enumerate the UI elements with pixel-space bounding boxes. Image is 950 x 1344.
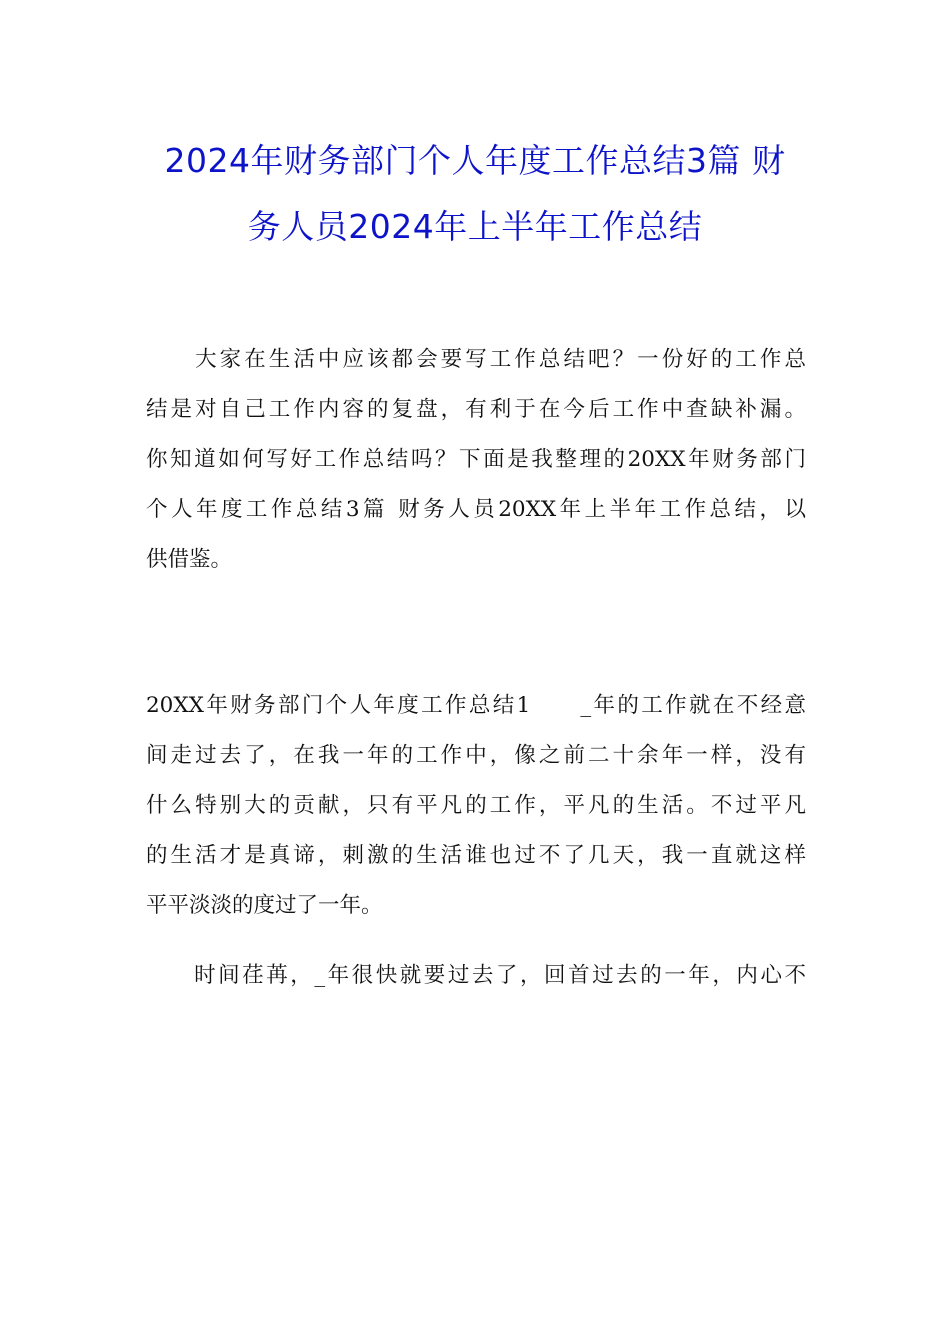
title-line-1: 2024年财务部门个人年度工作总结3篇 财 [164,141,786,180]
document-body [146,338,806,1004]
paragraph-summary-2 [146,954,806,1004]
text-line: 你知道如何写好工作总结吗？下面是我整理的20XX年财务部门 [146,447,806,472]
text-line: 间走过去了，在我一年的工作中，像之前二十余年一样，没有 [146,743,806,768]
text-line: 供借鉴。 [146,547,233,572]
text-line: 个人年度工作总结3篇 财务人员20XX年上半年工作总结，以 [146,497,806,522]
text-line: 大家在生活中应该都会要写工作总结吧？一份好的工作总 [146,347,806,372]
paragraph-summary-1 [146,684,806,934]
paragraph-spacer [146,588,806,684]
text-line: 平平淡淡的度过了一年。 [146,893,383,918]
text-line: 时间荏苒，_年很快就要过去了，回首过去的一年，内心不 [146,963,806,988]
text-line: 结是对自己工作内容的复盘，有利于在今后工作中查缺补漏。 [146,397,806,422]
text-line: 的生活才是真谛，刺激的生活谁也过不了几天，我一直就这样 [146,843,806,868]
title-line-2: 务人员2024年上半年工作总结 [247,207,703,246]
paragraph-intro [146,338,806,588]
document-title [120,128,830,260]
text-line: 20XX年财务部门个人年度工作总结1 _年的工作就在不经意 [146,693,806,718]
paragraph-spacer [146,934,806,954]
text-line: 什么特别大的贡献，只有平凡的工作，平凡的生活。不过平凡 [146,793,806,818]
